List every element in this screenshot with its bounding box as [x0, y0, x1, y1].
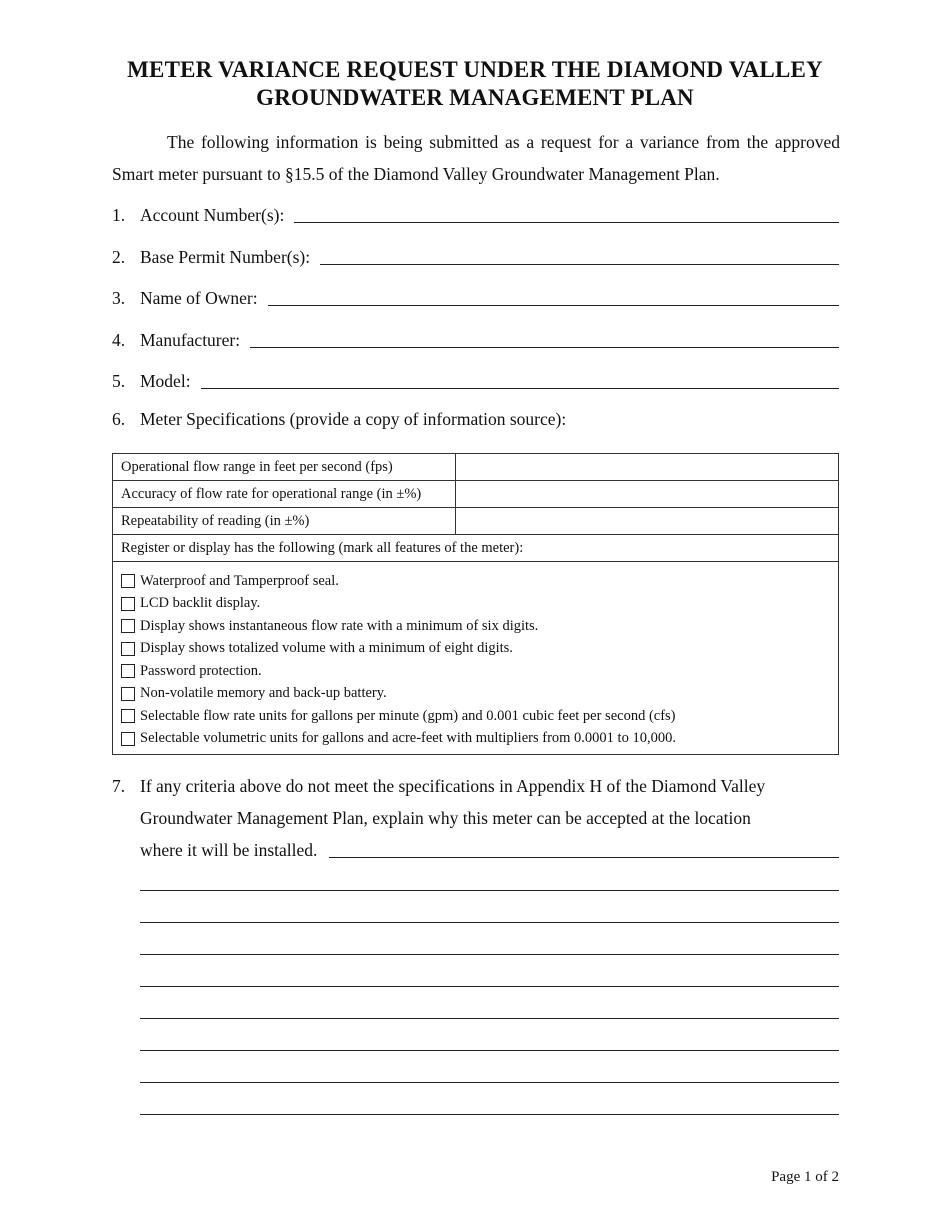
table-row — [113, 481, 839, 508]
explanation-line[interactable] — [140, 890, 839, 891]
meter-specifications-heading — [112, 409, 566, 430]
intro-paragraph — [112, 126, 840, 190]
table-row — [113, 535, 839, 562]
field-number: 4. — [112, 330, 126, 350]
feature-label: Display shows instantaneous flow rate with a minimum of six digits. — [140, 617, 539, 634]
checkbox[interactable] — [121, 687, 135, 701]
feature-lcd-backlit[interactable] — [121, 593, 830, 616]
base-permit-number-field[interactable] — [112, 244, 839, 268]
section-number: 6. — [112, 409, 126, 429]
feature-label: Selectable flow rate units for gallons per minute (gpm) and 0.001 cubic feet per second (cfs) — [140, 707, 676, 724]
explanation-line[interactable] — [140, 1082, 839, 1083]
checkbox[interactable] — [121, 597, 135, 611]
field-label: Name of Owner: — [140, 288, 258, 308]
checkbox[interactable] — [121, 574, 135, 588]
explanation-line[interactable] — [140, 1018, 839, 1019]
feature-label: Non-volatile memory and back-up battery. — [140, 685, 387, 702]
owner-name-field[interactable] — [112, 285, 839, 309]
page-number: Page 1 of 2 — [771, 1169, 839, 1185]
model-line[interactable] — [201, 388, 839, 389]
explanation-line[interactable] — [140, 922, 839, 923]
spec-label: Repeatability of reading (in ±%) — [113, 508, 456, 535]
spec-label: Operational flow range in feet per second (fps) — [113, 454, 456, 481]
field-label: Model: — [140, 371, 191, 391]
table-row — [113, 454, 839, 481]
question-line: If any criteria above do not meet the specifications in Appendix H of the Diamond Valley — [140, 776, 766, 796]
table-row — [113, 562, 839, 755]
question-line: Groundwater Management Plan, explain why this meter can be accepted at the location — [140, 808, 751, 828]
feature-label: Password protection. — [140, 662, 262, 679]
explanation-question — [112, 770, 839, 866]
explanation-line[interactable] — [329, 857, 839, 858]
form-title: METER VARIANCE REQUEST UNDER THE DIAMOND VALLEY GROUNDWATER MANAGEMENT PLAN — [127, 57, 823, 110]
feature-totalized-volume[interactable] — [121, 638, 830, 661]
repeatability-input[interactable] — [456, 508, 839, 535]
owner-name-line[interactable] — [268, 305, 839, 306]
field-number: 5. — [112, 371, 126, 391]
question-number: 7. — [112, 776, 126, 796]
intro-text: The following information is being submitted as a request for a variance from the approved Smart meter pursuant to §15.5 of the Diamond Valley Groundwater Management Plan. — [112, 132, 840, 184]
feature-flow-rate-units[interactable] — [121, 705, 830, 728]
accuracy-input[interactable] — [456, 481, 839, 508]
operational-flow-range-input[interactable] — [456, 454, 839, 481]
base-permit-number-line[interactable] — [320, 264, 839, 265]
feature-waterproof[interactable] — [121, 570, 830, 593]
feature-non-volatile-memory[interactable] — [121, 683, 830, 706]
field-number: 2. — [112, 247, 126, 267]
section-label: Meter Specifications (provide a copy of information source): — [140, 409, 567, 429]
explanation-line[interactable] — [140, 1114, 839, 1115]
feature-label: Display shows totalized volume with a minimum of eight digits. — [140, 640, 513, 657]
account-number-field[interactable] — [112, 202, 839, 226]
feature-password-protection[interactable] — [121, 660, 830, 683]
explanation-line[interactable] — [140, 986, 839, 987]
features-checklist — [113, 562, 839, 755]
question-last-line — [140, 834, 839, 866]
question-line: where it will be installed. — [140, 840, 318, 860]
question-body — [140, 770, 839, 866]
explanation-line[interactable] — [140, 1050, 839, 1051]
field-label: Manufacturer: — [140, 330, 241, 350]
meter-specifications-table — [112, 453, 839, 755]
feature-volumetric-units[interactable] — [121, 728, 830, 751]
feature-label: LCD backlit display. — [140, 595, 261, 612]
manufacturer-line[interactable] — [250, 347, 839, 348]
checkbox[interactable] — [121, 732, 135, 746]
account-number-line[interactable] — [294, 222, 839, 223]
field-label: Account Number(s): — [140, 205, 285, 225]
feature-label: Waterproof and Tamperproof seal. — [140, 572, 339, 589]
explanation-line[interactable] — [140, 954, 839, 955]
checkbox[interactable] — [121, 642, 135, 656]
checkbox[interactable] — [121, 709, 135, 723]
field-number: 3. — [112, 288, 126, 308]
spec-label: Accuracy of flow rate for operational range (in ±%) — [113, 481, 456, 508]
table-row — [113, 508, 839, 535]
checkbox[interactable] — [121, 619, 135, 633]
checkbox[interactable] — [121, 664, 135, 678]
register-heading: Register or display has the following (mark all features of the meter): — [113, 535, 839, 562]
feature-label: Selectable volumetric units for gallons and acre-feet with multipliers from 0.0001 to 10,000. — [140, 730, 676, 747]
field-number: 1. — [112, 205, 126, 225]
model-field[interactable] — [112, 368, 839, 392]
feature-instantaneous-flow[interactable] — [121, 615, 830, 638]
manufacturer-field[interactable] — [112, 327, 839, 351]
field-label: Base Permit Number(s): — [140, 247, 311, 267]
